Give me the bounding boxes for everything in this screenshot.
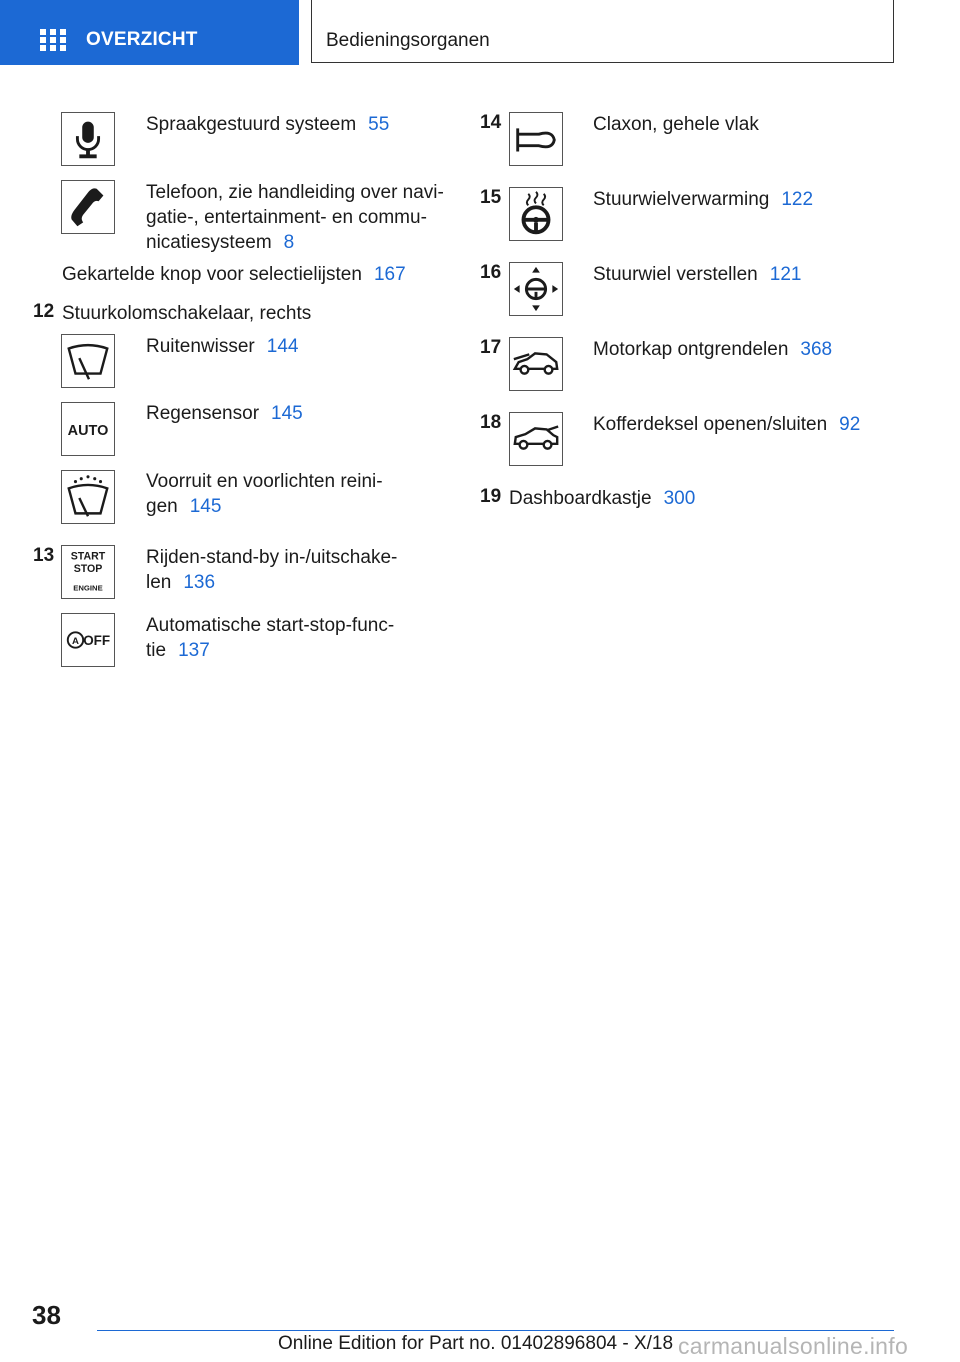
- page-ref-link[interactable]: 55: [368, 114, 390, 135]
- page-ref-link[interactable]: 122: [781, 189, 814, 210]
- page-ref-link[interactable]: 8: [283, 232, 295, 253]
- section-header: [311, 0, 894, 63]
- icon-label: STOP: [73, 563, 103, 575]
- page-ref-link[interactable]: 368: [800, 339, 833, 360]
- windshield-wiper-icon: [61, 334, 115, 388]
- entry-text: Stuurwiel verstellen: [593, 264, 758, 285]
- entry-auto-start-stop: [146, 613, 394, 663]
- horn-icon: [509, 112, 563, 166]
- entry-washer: [146, 469, 383, 519]
- washer-icon: [61, 470, 115, 524]
- icon-label: AUTO: [67, 422, 109, 439]
- entry-text: Stuurwielverwarming: [593, 189, 770, 210]
- item-number: 16: [480, 262, 502, 283]
- item-number: 14: [480, 112, 502, 133]
- entry-text-line: Rijden-stand-by in-/uitschake-: [146, 547, 398, 568]
- entry-text: Gekartelde knop voor selectielijsten: [62, 264, 362, 285]
- item-number: 12: [33, 301, 55, 322]
- entry-text: Kofferdeksel openen/sluiten: [593, 414, 828, 435]
- page-ref-link[interactable]: 92: [839, 414, 861, 435]
- entry-text: Regensensor: [146, 403, 260, 424]
- entry-text-line: len: [146, 572, 172, 593]
- entry-text-line: gatie-, entertainment- en commu-: [146, 207, 427, 228]
- page-ref-link[interactable]: 145: [189, 496, 222, 517]
- item-title: Stuurkolomschakelaar, rechts: [62, 303, 312, 324]
- entry-wiper: [146, 334, 298, 359]
- edition-text: Online Edition for Part no. 01402896804 - X/18: [278, 1333, 674, 1354]
- entry-text-line: Telefoon, zie handleiding over navi-: [146, 182, 444, 203]
- item-number: 13: [33, 545, 55, 566]
- entry-rain-sensor: [146, 401, 303, 426]
- entry-text: Motorkap ontgrendelen: [593, 339, 789, 360]
- section-title: Bedieningsorganen: [326, 30, 490, 51]
- entry-start-stop: [146, 545, 397, 595]
- page-ref-link[interactable]: 300: [663, 488, 696, 509]
- entry-telephone: [146, 180, 444, 255]
- entry-text-line: nicatiesysteem: [146, 232, 272, 253]
- watermark: carmanualsonline.info: [678, 1333, 909, 1359]
- steering-wheel-heating-icon: [509, 187, 563, 241]
- page-ref-link[interactable]: 167: [373, 264, 406, 285]
- item-number: 15: [480, 187, 502, 208]
- hood-release-icon: [509, 337, 563, 391]
- item-number: 18: [480, 412, 502, 433]
- entry-voice-control: [146, 112, 389, 137]
- overview-tab[interactable]: [0, 0, 299, 65]
- page-ref-link[interactable]: 144: [266, 336, 299, 357]
- svg-text:A: A: [72, 635, 79, 647]
- auto-start-stop-off-icon: [61, 613, 115, 667]
- entry-text: Claxon, gehele vlak: [593, 114, 759, 135]
- icon-label: START: [70, 550, 106, 563]
- entry-text-line: gen: [146, 496, 178, 517]
- steering-wheel-adjust-icon: [509, 262, 563, 316]
- entry-text: Ruitenwisser: [146, 336, 255, 357]
- entry-glovebox: [509, 486, 695, 511]
- icon-label: ENGINE: [73, 583, 103, 593]
- entry-text: Dashboardkastje: [509, 488, 652, 509]
- item-number: 17: [480, 337, 502, 358]
- entry-steering-adjust: [593, 262, 801, 287]
- entry-hood: [593, 337, 832, 362]
- entry-text-line: Automatische start-stop-func-: [146, 615, 395, 636]
- entry-text-line: tie: [146, 640, 167, 661]
- start-stop-engine-icon: [61, 545, 115, 599]
- page-ref-link[interactable]: 136: [183, 572, 216, 593]
- entry-text: Spraakgestuurd systeem: [146, 114, 357, 135]
- item-number: 19: [480, 486, 502, 507]
- telephone-icon: [61, 180, 115, 234]
- overview-tab-label: OVERZICHT: [86, 29, 198, 50]
- page-ref-link[interactable]: 145: [271, 403, 303, 424]
- page-number: 38: [32, 1300, 61, 1330]
- icon-label: OFF: [83, 632, 111, 648]
- page-ref-link[interactable]: 121: [769, 264, 802, 285]
- trunk-lid-icon: [509, 412, 563, 466]
- entry-horn: [593, 112, 759, 137]
- page-ref-link[interactable]: 137: [178, 640, 210, 661]
- microphone-icon: [61, 112, 115, 166]
- auto-rain-sensor-icon: [61, 402, 115, 456]
- entry-knurled-knob: [62, 262, 406, 287]
- entry-text-line: Voorruit en voorlichten reini-: [146, 471, 383, 492]
- entry-steering-heating: [593, 187, 813, 212]
- footer-divider: [97, 1330, 894, 1331]
- grid-menu-icon: [40, 29, 66, 51]
- entry-trunk: [593, 412, 860, 437]
